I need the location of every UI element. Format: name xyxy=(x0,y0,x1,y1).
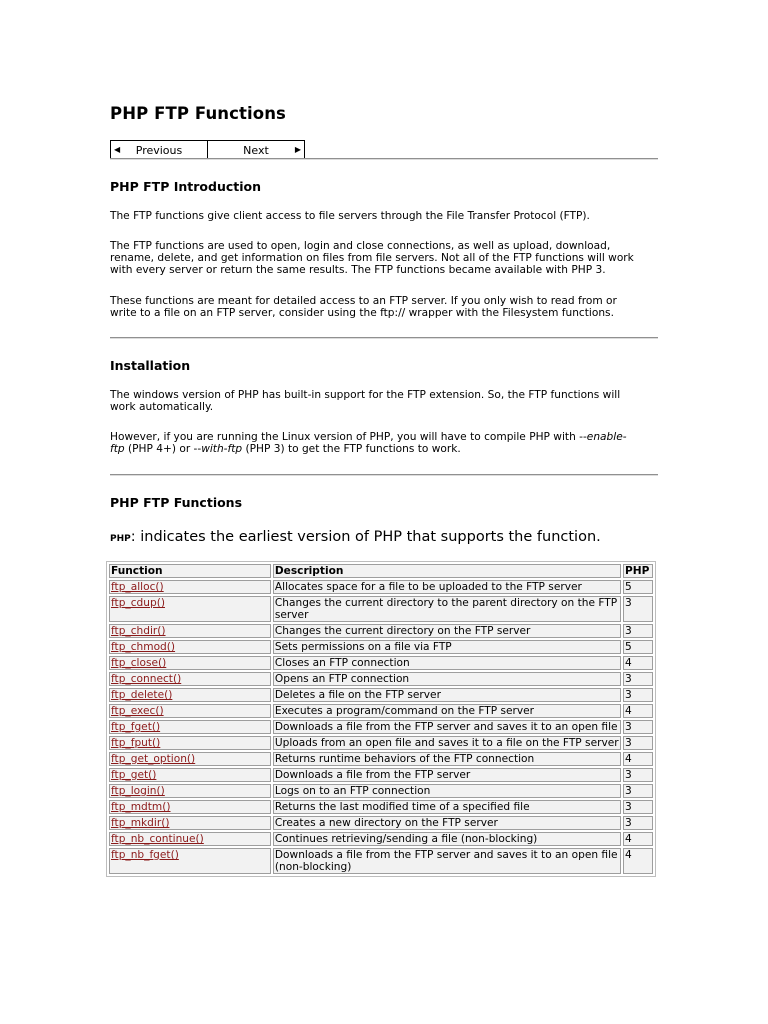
intro-p2-line-3: with every server or return the same results. The FTP functions became available with PHP 3. xyxy=(110,264,606,276)
divider xyxy=(110,474,658,476)
php-version-cell: 4 xyxy=(623,704,653,718)
function-cell xyxy=(109,596,271,622)
table-row xyxy=(109,800,653,814)
function-cell xyxy=(109,768,271,782)
function-link[interactable]: ftp_exec() xyxy=(111,705,164,717)
install-p2-line-1b: enable- xyxy=(586,431,627,443)
function-cell xyxy=(109,720,271,734)
function-link[interactable]: ftp_cdup() xyxy=(111,597,165,609)
table-row xyxy=(109,784,653,798)
php-version-cell: 3 xyxy=(623,736,653,750)
php-version-cell: 3 xyxy=(623,816,653,830)
function-link[interactable]: ftp_alloc() xyxy=(111,581,164,593)
description-cell: Closes an FTP connection xyxy=(273,656,621,670)
divider xyxy=(110,158,658,160)
table-row xyxy=(109,752,653,766)
intro-p3-line-2: write to a file on an FTP server, consider using the ftp:// wrapper with the Filesystem functions. xyxy=(110,307,614,319)
table-row xyxy=(109,832,653,846)
function-cell xyxy=(109,672,271,686)
page-title: PHP FTP Functions xyxy=(110,104,286,123)
function-link[interactable]: ftp_get_option() xyxy=(111,753,196,765)
next-label: Next xyxy=(243,143,269,157)
intro-heading: PHP FTP Introduction xyxy=(110,179,261,194)
table-row xyxy=(109,688,653,702)
function-cell xyxy=(109,816,271,830)
intro-p2-line-2: rename, delete, and get information on files from file servers. Not all of the FTP functions will work xyxy=(110,252,634,264)
table-row xyxy=(109,848,653,874)
installation-heading: Installation xyxy=(110,358,191,373)
pager-nav xyxy=(110,140,305,160)
function-link[interactable]: ftp_connect() xyxy=(111,673,182,685)
installation-paragraph-2 xyxy=(110,431,658,455)
table-row xyxy=(109,704,653,718)
php-version-legend xyxy=(110,526,601,545)
function-link[interactable]: ftp_nb_continue() xyxy=(111,833,204,845)
legend-description: : indicates the earliest version of PHP that supports the function. xyxy=(130,529,601,545)
install-p1-line-2: work automatically. xyxy=(110,401,214,413)
php-version-cell: 3 xyxy=(623,720,653,734)
function-link[interactable]: ftp_nb_fget() xyxy=(111,849,179,861)
description-cell: Downloads a file from the FTP server and saves it to an open file (non-blocking) xyxy=(273,848,621,874)
function-cell xyxy=(109,624,271,638)
triangle-left-icon: ◀ xyxy=(114,145,121,154)
function-cell xyxy=(109,640,271,654)
function-link[interactable]: ftp_mdtm() xyxy=(111,801,171,813)
function-cell xyxy=(109,656,271,670)
function-cell xyxy=(109,752,271,766)
function-link[interactable]: ftp_mkdir() xyxy=(111,817,170,829)
table-row xyxy=(109,640,653,654)
description-cell: Changes the current directory on the FTP server xyxy=(273,624,621,638)
intro-p1-text: The FTP functions give client access to file servers through the File Transfer Protocol (FTP). xyxy=(110,210,590,222)
install-p2-line-2b: (PHP 4+) or -- xyxy=(124,443,202,455)
description-cell: Sets permissions on a file via FTP xyxy=(273,640,621,654)
function-cell xyxy=(109,704,271,718)
php-version-cell: 3 xyxy=(623,688,653,702)
description-cell: Downloads a file from the FTP server xyxy=(273,768,621,782)
php-version-cell: 3 xyxy=(623,672,653,686)
next-button[interactable] xyxy=(208,141,304,159)
table-row xyxy=(109,656,653,670)
function-link[interactable]: ftp_fget() xyxy=(111,721,161,733)
table-row xyxy=(109,580,653,594)
function-link[interactable]: ftp_delete() xyxy=(111,689,173,701)
intro-paragraph-3 xyxy=(110,295,658,319)
function-link[interactable]: ftp_fput() xyxy=(111,737,161,749)
table-row xyxy=(109,672,653,686)
php-version-cell: 3 xyxy=(623,800,653,814)
function-cell xyxy=(109,736,271,750)
table-row xyxy=(109,596,653,622)
php-version-cell: 4 xyxy=(623,752,653,766)
table-header-row xyxy=(109,564,653,578)
functions-table-body xyxy=(109,580,653,874)
previous-label: Previous xyxy=(135,143,183,157)
functions-heading: PHP FTP Functions xyxy=(110,495,243,510)
install-p2-line-2c: with-ftp xyxy=(201,443,243,455)
table-row xyxy=(109,768,653,782)
description-cell: Returns the last modified time of a specified file xyxy=(273,800,621,814)
function-cell xyxy=(109,580,271,594)
php-version-cell: 3 xyxy=(623,768,653,782)
functions-table xyxy=(106,561,656,877)
table-row xyxy=(109,736,653,750)
description-cell: Logs on to an FTP connection xyxy=(273,784,621,798)
column-header-php: PHP xyxy=(623,564,653,578)
description-cell: Executes a program/command on the FTP server xyxy=(273,704,621,718)
legend-php-label: PHP xyxy=(110,534,131,544)
table-row xyxy=(109,816,653,830)
intro-p3-line-1: These functions are meant for detailed access to an FTP server. If you only wish to read from or xyxy=(110,295,617,307)
function-link[interactable]: ftp_login() xyxy=(111,785,165,797)
php-version-cell: 5 xyxy=(623,640,653,654)
description-cell: Opens an FTP connection xyxy=(273,672,621,686)
function-link[interactable]: ftp_chmod() xyxy=(111,641,176,653)
php-version-cell: 3 xyxy=(623,596,653,622)
description-cell: Downloads a file from the FTP server and saves it to an open file xyxy=(273,720,621,734)
php-version-cell: 5 xyxy=(623,580,653,594)
install-p2-line-2a: ftp xyxy=(110,443,125,455)
description-cell: Uploads from an open file and saves it to a file on the FTP server xyxy=(273,736,621,750)
php-version-cell: 4 xyxy=(623,656,653,670)
php-version-cell: 3 xyxy=(623,784,653,798)
triangle-right-icon: ▶ xyxy=(294,145,301,154)
column-header-function: Function xyxy=(109,564,271,578)
description-cell: Creates a new directory on the FTP server xyxy=(273,816,621,830)
function-cell xyxy=(109,848,271,874)
php-version-cell: 4 xyxy=(623,848,653,874)
function-link[interactable]: ftp_get() xyxy=(111,769,157,781)
table-row xyxy=(109,624,653,638)
install-p2-line-2d: (PHP 3) to get the FTP functions to work. xyxy=(242,443,461,455)
table-row xyxy=(109,720,653,734)
intro-p2-line-1: The FTP functions are used to open, login and close connections, as well as upload, download, xyxy=(110,240,611,252)
column-header-description: Description xyxy=(273,564,621,578)
function-cell xyxy=(109,784,271,798)
intro-paragraph-1 xyxy=(110,210,658,222)
function-cell xyxy=(109,688,271,702)
function-link[interactable]: ftp_chdir() xyxy=(111,625,166,637)
previous-button[interactable] xyxy=(111,141,208,159)
description-cell: Continues retrieving/sending a file (non-blocking) xyxy=(273,832,621,846)
install-p1-line-1: The windows version of PHP has built-in support for the FTP extension. So, the FTP functions will xyxy=(110,389,621,401)
description-cell: Deletes a file on the FTP server xyxy=(273,688,621,702)
installation-paragraph-1 xyxy=(110,389,658,413)
divider xyxy=(110,337,658,339)
function-link[interactable]: ftp_close() xyxy=(111,657,167,669)
intro-paragraph-2 xyxy=(110,240,658,276)
install-p2-line-1a: However, if you are running the Linux version of PHP, you will have to compile PHP with -- xyxy=(110,431,587,443)
function-cell xyxy=(109,800,271,814)
php-version-cell: 3 xyxy=(623,624,653,638)
description-cell: Returns runtime behaviors of the FTP connection xyxy=(273,752,621,766)
function-cell xyxy=(109,832,271,846)
description-cell: Allocates space for a file to be uploaded to the FTP server xyxy=(273,580,621,594)
php-version-cell: 4 xyxy=(623,832,653,846)
description-cell: Changes the current directory to the parent directory on the FTP server xyxy=(273,596,621,622)
